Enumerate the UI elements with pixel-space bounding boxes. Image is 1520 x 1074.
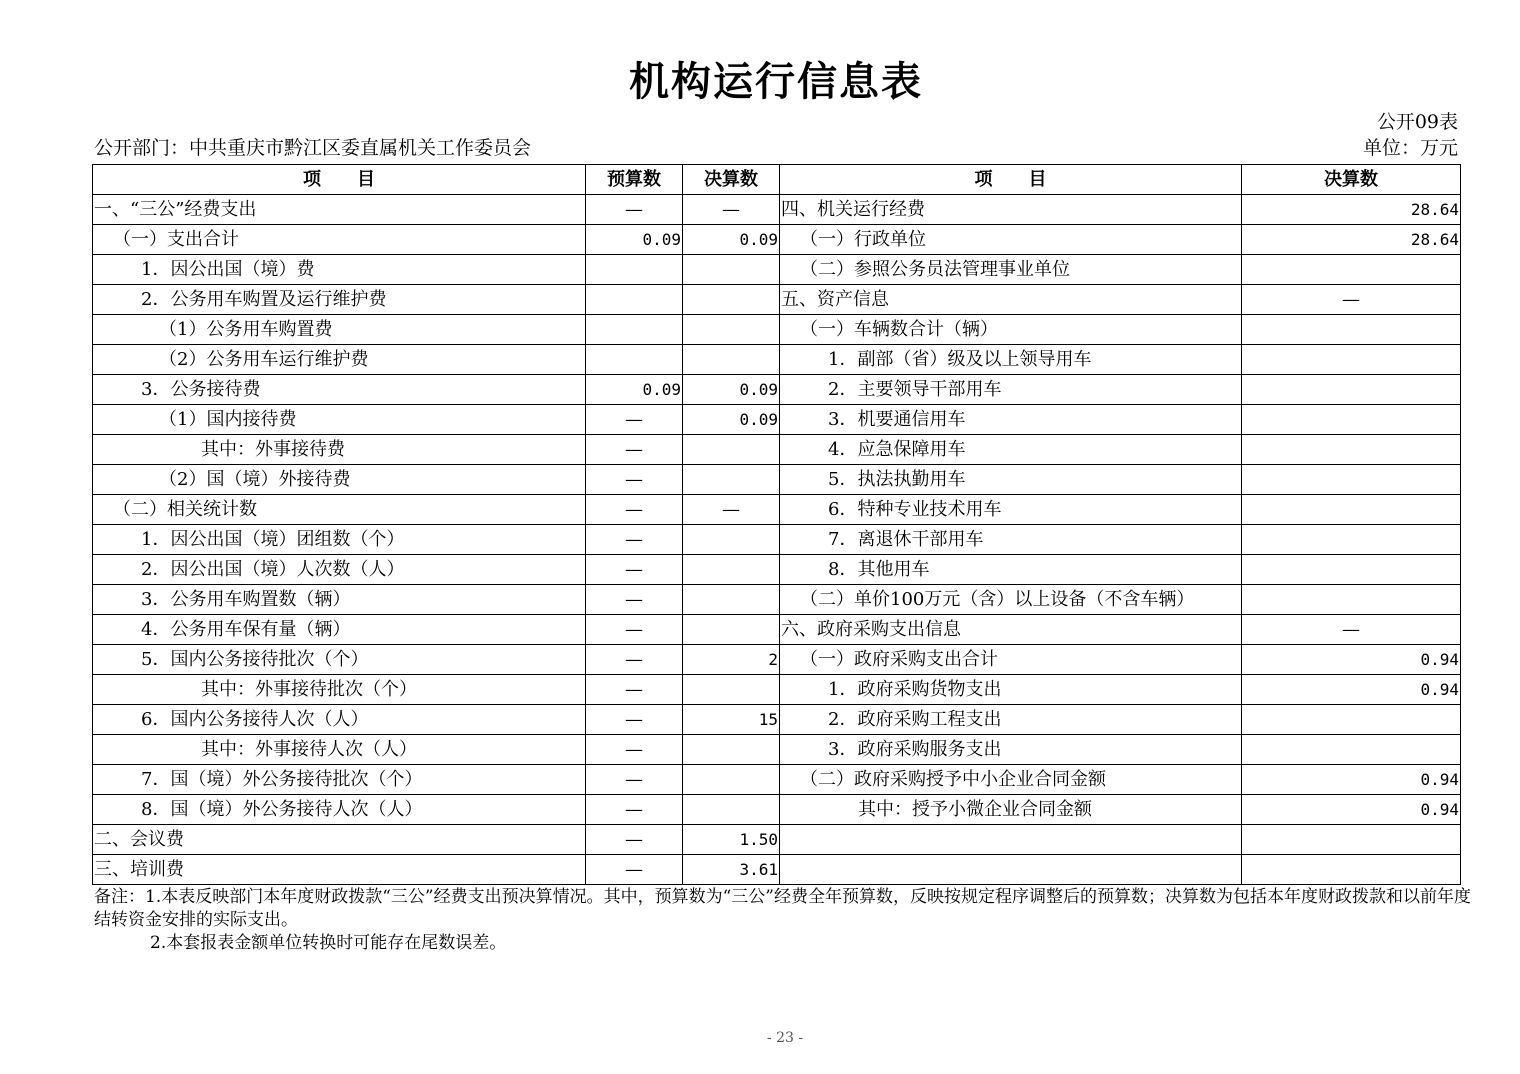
table-row (93, 285, 1461, 315)
row-final-value (683, 285, 780, 315)
row-right-value (1242, 705, 1461, 735)
row-budget-value: — (586, 525, 683, 555)
row-budget-value: — (586, 495, 683, 525)
row-right-label: （一）政府采购支出合计 (780, 645, 1242, 675)
row-left-label: 一、“三公”经费支出 (93, 195, 586, 225)
row-right-label: 四、机关运行经费 (780, 195, 1242, 225)
info-table (92, 164, 1461, 885)
row-final-value (683, 315, 780, 345)
table-row (93, 555, 1461, 585)
row-final-value (683, 345, 780, 375)
row-right-label: （二）参照公务员法管理事业单位 (780, 255, 1242, 285)
table-row (93, 795, 1461, 825)
table-row (93, 315, 1461, 345)
row-right-label: （二）政府采购授予中小企业合同金额 (780, 765, 1242, 795)
row-budget-value: — (586, 585, 683, 615)
table-row (93, 195, 1461, 225)
row-left-label: （1）国内接待费 (93, 405, 586, 435)
header-budget: 预算数 (586, 165, 683, 195)
row-left-label: 2．公务用车购置及运行维护费 (93, 285, 586, 315)
department-label: 公开部门：中共重庆市黔江区委直属机关工作委员会 (94, 137, 532, 159)
table-row (93, 525, 1461, 555)
page-number: - 23 - (766, 1030, 804, 1046)
table-row (93, 255, 1461, 285)
row-final-value: 0.09 (683, 225, 780, 255)
row-right-value (1242, 255, 1461, 285)
row-left-label: 8．国（境）外公务接待人次（人） (93, 795, 586, 825)
row-right-label: 五、资产信息 (780, 285, 1242, 315)
table-row (93, 855, 1461, 885)
row-budget-value (586, 345, 683, 375)
row-left-label: 二、会议费 (93, 825, 586, 855)
table-row (93, 495, 1461, 525)
row-right-value (1242, 315, 1461, 345)
table-row (93, 585, 1461, 615)
row-budget-value (586, 285, 683, 315)
row-final-value (683, 615, 780, 645)
row-right-label (780, 825, 1242, 855)
row-right-value: — (1242, 615, 1461, 645)
row-right-value (1242, 525, 1461, 555)
row-right-label: 6．特种专业技术用车 (780, 495, 1242, 525)
table-row (93, 735, 1461, 765)
row-right-value (1242, 435, 1461, 465)
row-final-value (683, 555, 780, 585)
row-final-value (683, 435, 780, 465)
header-final: 决算数 (683, 165, 780, 195)
row-final-value (683, 585, 780, 615)
table-row (93, 705, 1461, 735)
row-final-value (683, 765, 780, 795)
row-left-label: （一）支出合计 (93, 225, 586, 255)
row-budget-value: — (586, 405, 683, 435)
row-right-value (1242, 495, 1461, 525)
row-right-value (1242, 855, 1461, 885)
table-row (93, 645, 1461, 675)
row-left-label: 其中：外事接待费 (93, 435, 586, 465)
row-budget-value: — (586, 615, 683, 645)
row-left-label: （2）国（境）外接待费 (93, 465, 586, 495)
row-right-label: 六、政府采购支出信息 (780, 615, 1242, 645)
row-final-value: 0.09 (683, 405, 780, 435)
row-left-label: 其中：外事接待人次（人） (93, 735, 586, 765)
row-left-label: 4．公务用车保有量（辆） (93, 615, 586, 645)
row-right-value (1242, 735, 1461, 765)
page-title: 机构运行信息表 (629, 59, 923, 105)
row-right-label: 1．副部（省）级及以上领导用车 (780, 345, 1242, 375)
table-row (93, 435, 1461, 465)
row-right-value (1242, 555, 1461, 585)
row-right-value: 28.64 (1242, 225, 1461, 255)
note-line-1: 备注：1.本表反映部门本年度财政拨款“三公”经费支出预决算情况。其中，预算数为“三公”经费全年预算数，反映按规定程序调整后的预算数；决算数为包括本年度财政拨款和以前年度结转资金安排的实际支出。 (94, 887, 1471, 930)
row-left-label: 3．公务接待费 (93, 375, 586, 405)
notes (94, 886, 1484, 955)
row-left-label: 1．因公出国（境）费 (93, 255, 586, 285)
row-right-label: 1．政府采购货物支出 (780, 675, 1242, 705)
row-right-value (1242, 375, 1461, 405)
row-final-value (683, 255, 780, 285)
row-final-value: 1.50 (683, 825, 780, 855)
unit-label: 单位：万元 (1362, 137, 1458, 159)
row-budget-value (586, 315, 683, 345)
row-right-value: 0.94 (1242, 645, 1461, 675)
row-final-value (683, 675, 780, 705)
row-budget-value: 0.09 (586, 375, 683, 405)
row-final-value: 0.09 (683, 375, 780, 405)
row-left-label: 5．国内公务接待批次（个） (93, 645, 586, 675)
form-number: 公开09表 (1376, 111, 1458, 133)
header-item: 项 目 (93, 165, 586, 195)
table-row (93, 615, 1461, 645)
row-right-value (1242, 585, 1461, 615)
row-right-label: （二）单价100万元（含）以上设备（不含车辆） (780, 585, 1242, 615)
row-left-label: （二）相关统计数 (93, 495, 586, 525)
row-budget-value: — (586, 195, 683, 225)
row-budget-value: — (586, 795, 683, 825)
row-left-label: （1）公务用车购置费 (93, 315, 586, 345)
row-final-value (683, 795, 780, 825)
table-row (93, 825, 1461, 855)
row-budget-value: — (586, 435, 683, 465)
row-left-label: 1．因公出国（境）团组数（个） (93, 525, 586, 555)
row-left-label: 三、培训费 (93, 855, 586, 885)
row-final-value: 3.61 (683, 855, 780, 885)
header-final-right: 决算数 (1242, 165, 1461, 195)
row-right-label: 其中：授予小微企业合同金额 (780, 795, 1242, 825)
row-right-value (1242, 345, 1461, 375)
row-budget-value: — (586, 675, 683, 705)
row-left-label: （2）公务用车运行维护费 (93, 345, 586, 375)
row-final-value: 15 (683, 705, 780, 735)
table-row (93, 765, 1461, 795)
row-left-label: 6．国内公务接待人次（人） (93, 705, 586, 735)
row-final-value: 2 (683, 645, 780, 675)
row-right-label (780, 855, 1242, 885)
row-final-value: — (683, 195, 780, 225)
table-row (93, 675, 1461, 705)
row-budget-value: — (586, 555, 683, 585)
table-row (93, 225, 1461, 255)
row-right-label: 8．其他用车 (780, 555, 1242, 585)
row-budget-value: — (586, 705, 683, 735)
table-row (93, 405, 1461, 435)
row-right-label: 3．机要通信用车 (780, 405, 1242, 435)
row-right-value (1242, 825, 1461, 855)
row-budget-value (586, 255, 683, 285)
row-budget-value: — (586, 645, 683, 675)
row-right-value (1242, 465, 1461, 495)
row-final-value (683, 465, 780, 495)
row-right-label: 4．应急保障用车 (780, 435, 1242, 465)
row-left-label: 3．公务用车购置数（辆） (93, 585, 586, 615)
row-final-value: — (683, 495, 780, 525)
row-budget-value: — (586, 855, 683, 885)
row-left-label: 其中：外事接待批次（个） (93, 675, 586, 705)
row-right-value: 0.94 (1242, 765, 1461, 795)
row-budget-value: — (586, 465, 683, 495)
row-left-label: 7．国（境）外公务接待批次（个） (93, 765, 586, 795)
row-budget-value: 0.09 (586, 225, 683, 255)
table-row (93, 375, 1461, 405)
table-row (93, 345, 1461, 375)
row-right-label: 3．政府采购服务支出 (780, 735, 1242, 765)
row-right-value: — (1242, 285, 1461, 315)
row-final-value (683, 735, 780, 765)
header-item-right: 项 目 (780, 165, 1242, 195)
row-right-label: （一）车辆数合计（辆） (780, 315, 1242, 345)
row-right-value (1242, 405, 1461, 435)
table-header-row (93, 165, 1461, 195)
row-right-label: 2．主要领导干部用车 (780, 375, 1242, 405)
row-right-label: 2．政府采购工程支出 (780, 705, 1242, 735)
row-left-label: 2．因公出国（境）人次数（人） (93, 555, 586, 585)
row-budget-value: — (586, 735, 683, 765)
row-right-value: 0.94 (1242, 675, 1461, 705)
row-budget-value: — (586, 765, 683, 795)
row-right-label: （一）行政单位 (780, 225, 1242, 255)
row-right-value: 0.94 (1242, 795, 1461, 825)
row-budget-value: — (586, 825, 683, 855)
row-right-value: 28.64 (1242, 195, 1461, 225)
note-line-2: 2.本套报表金额单位转换时可能存在尾数误差。 (150, 933, 507, 953)
row-right-label: 5．执法执勤用车 (780, 465, 1242, 495)
table-row (93, 465, 1461, 495)
row-right-label: 7．离退休干部用车 (780, 525, 1242, 555)
row-final-value (683, 525, 780, 555)
